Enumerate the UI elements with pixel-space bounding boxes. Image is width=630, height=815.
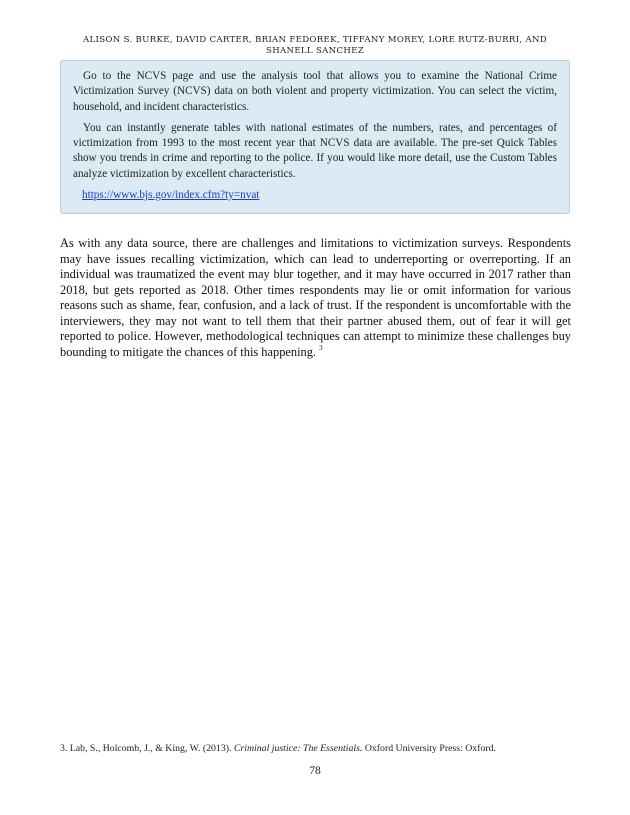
- running-header: ALISON S. BURKE, DAVID CARTER, BRIAN FEDOREK, TIFFANY MOREY, LORE RUTZ-BURRI, AND SHANELL SANCHEZ: [83, 35, 547, 56]
- footnote: [60, 743, 580, 754]
- page-number: 78: [309, 765, 321, 777]
- callout-paragraph: You can instantly generate tables with national estimates of the numbers, rates, and percentages of victimization from 1993 to the most recent year that NCVS data are available. The pre-set Quick Tables show you trends in crime and reporting to the police. If you would like more detail, use the Custom Tables analyze victimization by excellent characteristics.: [73, 121, 557, 180]
- callout-link-line: [73, 188, 557, 203]
- footnote-title: Criminal justice: The Essentials.: [233, 743, 363, 754]
- body-paragraph-text: As with any data source, there are challenges and limitations to victimization surveys. Respondents may have issues recalling victimization, which can lead to underreporting or overreporting. If an individual was traumatized the event may blur together, and it may have occurred in 2017 rather than 2018, but gets reported as 2018. Other times respondents may lie or omit information for various reasons such as shame, fear, confusion, and a lack of trust. If the respondent is uncomfortable with the interviewers, they may not want to tell them that their partner abused them, out of fear it will get reported to police. However, methodological techniques can attempt to minimize these challenges buy bounding to mitigate the chances of this happening.: [60, 236, 571, 359]
- learning-callout-box: [60, 60, 570, 214]
- callout-paragraph: Go to the NCVS page and use the analysis tool that allows you to examine the National Crime Victimization Survey (NCVS) data on both violent and property victimization. You can select the victim, household, and incident characteristics.: [73, 70, 557, 113]
- ncvs-link[interactable]: https://www.bjs.gov/index.cfm?ty=nvat: [82, 189, 260, 202]
- footnote-suffix: Oxford University Press: Oxford.: [364, 743, 496, 754]
- footnote-reference[interactable]: 3: [319, 343, 323, 352]
- body-paragraph: [60, 236, 571, 360]
- footnote-prefix: 3. Lab, S., Holcomb, J., & King, W. (2013).: [60, 743, 232, 754]
